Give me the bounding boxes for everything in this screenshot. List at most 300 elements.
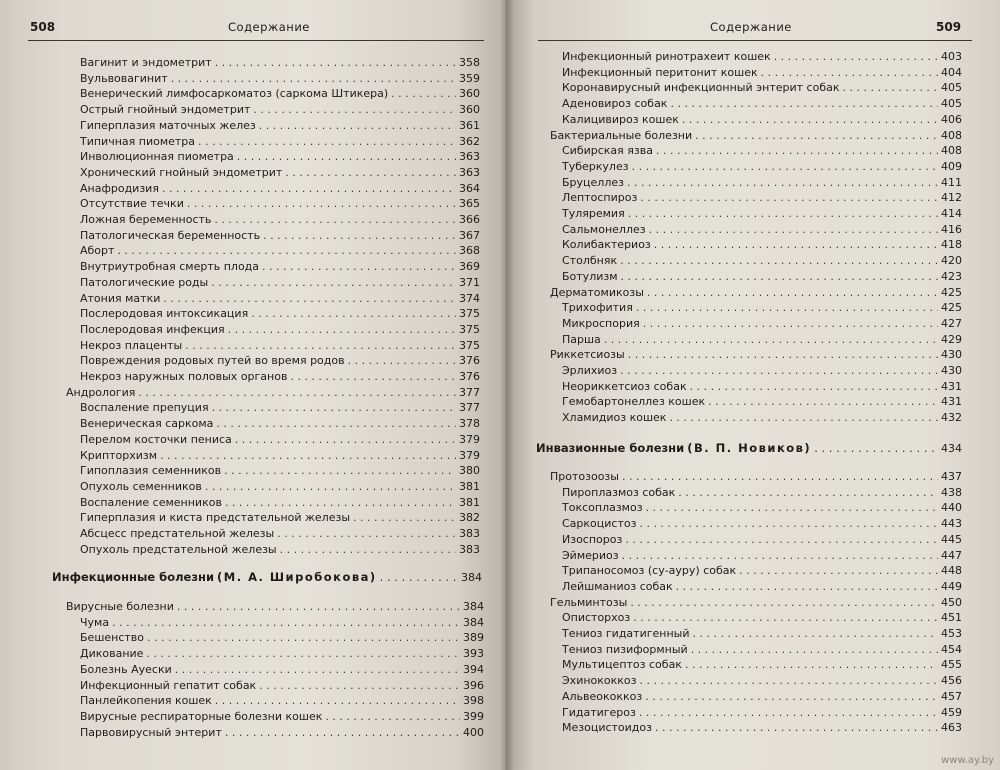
- toc-entry-title: Гемобартонеллез кошек: [562, 395, 706, 409]
- toc-entry-page: 358: [459, 56, 480, 69]
- dot-leader: [814, 441, 938, 455]
- toc-entry-title: Ботулизм: [562, 269, 618, 283]
- toc-entry: [80, 663, 484, 679]
- dot-leader: [225, 726, 460, 739]
- toc-entry: [80, 679, 484, 695]
- toc-entry-page: 376: [459, 354, 480, 368]
- dot-leader: [325, 710, 460, 723]
- toc-entry-title: Неориккетсиоз собак: [562, 379, 687, 393]
- toc-entry: [550, 348, 962, 364]
- dot-leader: [622, 470, 938, 483]
- toc-entry: [562, 517, 962, 533]
- right-page: [506, 0, 1000, 770]
- toc-entry-page: 375: [459, 338, 480, 352]
- toc-entry: [80, 213, 480, 229]
- toc-entry: [80, 433, 480, 449]
- toc-entry-title: Коронавирусный инфекционный энтерит собак: [562, 81, 840, 95]
- dot-leader: [708, 395, 938, 408]
- dot-leader: [639, 706, 938, 719]
- toc-entry-title: Послеродовая интоксикация: [80, 307, 249, 321]
- toc-entry: [80, 354, 480, 370]
- dot-leader: [177, 600, 460, 613]
- dot-leader: [621, 270, 938, 283]
- dot-leader: [654, 238, 938, 251]
- toc-entry: [80, 710, 484, 726]
- toc-entry-title: Типичная пиометра: [80, 134, 196, 148]
- toc-entry: [562, 364, 962, 380]
- toc-entry-page: 423: [941, 269, 962, 283]
- toc-entry: [80, 103, 480, 119]
- toc-entry-title: Патологические роды: [80, 275, 209, 289]
- toc-entry: [562, 254, 962, 270]
- toc-entry-title: Патологическая беременность: [80, 228, 261, 242]
- toc-entry-title: Пироплазмоз собак: [562, 485, 676, 499]
- toc-entry-title: Инфекционный перитонит кошек: [562, 65, 758, 79]
- dot-leader: [215, 56, 456, 69]
- toc-entry: [80, 401, 480, 417]
- toc-entry-page: 375: [459, 322, 480, 336]
- toc-entry-title: Андрология: [66, 385, 136, 399]
- toc-entry-title: Токсоплазмоз: [562, 501, 643, 515]
- toc-entry-page: 369: [459, 260, 480, 274]
- toc-entry-page: 405: [941, 81, 962, 95]
- toc-entry: [550, 129, 962, 145]
- toc-entry-page: 403: [941, 50, 962, 63]
- toc-entry: [562, 658, 962, 674]
- header-rule: [538, 40, 972, 41]
- toc-entry-page: 457: [941, 689, 962, 703]
- dot-leader: [175, 663, 460, 676]
- toc-entry-title: Мезоцистоидоз: [562, 721, 652, 735]
- toc-entry-page: 418: [941, 238, 962, 252]
- toc-section-heading: [52, 570, 482, 586]
- toc-entry-page: 375: [459, 307, 480, 321]
- toc-entry: [80, 135, 480, 151]
- dot-leader: [670, 97, 938, 110]
- toc-entry-page: 364: [459, 181, 480, 195]
- section-title: Инвазионные болезни: [536, 441, 685, 455]
- dot-leader: [645, 690, 938, 703]
- toc-entry-title: Гиперплазия и киста предстательной железы: [80, 511, 351, 525]
- toc-entry-page: 365: [459, 197, 480, 211]
- toc-entry-page: 425: [941, 285, 962, 299]
- dot-leader: [682, 113, 938, 126]
- toc-entry-page: 382: [459, 511, 480, 525]
- section-author: (М. А. Широбокова): [217, 570, 377, 584]
- toc-entry-page: 409: [941, 159, 962, 173]
- toc-entry-title: Микроспория: [562, 316, 640, 330]
- toc-entry-title: Дикование: [80, 647, 144, 661]
- toc-entry-title: Послеродовая инфекция: [80, 322, 225, 336]
- toc-entry-page: 379: [459, 432, 480, 446]
- dot-leader: [235, 433, 456, 446]
- toc-entry-page: 425: [941, 301, 962, 315]
- toc-entry-page: 431: [941, 379, 962, 393]
- toc-entry-page: 394: [463, 662, 484, 676]
- toc-entry-title: Саркоцистоз: [562, 517, 637, 531]
- dot-leader: [604, 333, 938, 346]
- toc-entry: [80, 150, 480, 166]
- toc-entry-title: Эймериоз: [562, 548, 619, 562]
- toc-entry-page: 438: [941, 485, 962, 499]
- dot-leader: [622, 549, 938, 562]
- toc-entry-title: Протозоозы: [550, 470, 619, 483]
- dot-leader: [117, 244, 456, 257]
- toc-entry-title: Хронический гнойный эндометрит: [80, 165, 283, 179]
- dot-leader: [761, 66, 938, 79]
- toc-entry-title: Инфекционный гепатит собак: [80, 678, 257, 692]
- toc-entry: [80, 616, 484, 632]
- toc-entry-page: 380: [459, 464, 480, 478]
- dot-leader: [171, 72, 456, 85]
- toc-entry-title: Аборт: [80, 244, 115, 258]
- dot-leader: [628, 348, 938, 361]
- toc-entry-title: Вирусные респираторные болезни кошек: [80, 709, 323, 723]
- toc-entry-title: Лептоспироз: [562, 191, 638, 205]
- toc-entry-title: Чума: [80, 615, 110, 629]
- dot-leader: [214, 213, 456, 226]
- toc-entry: [80, 197, 480, 213]
- toc-entry-title: Риккетсиозы: [550, 348, 625, 362]
- toc-entry-page: 408: [941, 144, 962, 158]
- toc-entry-title: Столбняк: [562, 254, 618, 268]
- toc-entry: [80, 496, 480, 512]
- toc-entry-title: Вульвовагинит: [80, 71, 168, 85]
- toc-entry-page: 396: [463, 678, 484, 692]
- toc-entry-title: Болезнь Ауески: [80, 662, 172, 676]
- toc-entry-title: Некроз наружных половых органов: [80, 370, 288, 383]
- toc-entry-title: Бактериальные болезни: [550, 128, 693, 142]
- dot-leader: [160, 449, 456, 462]
- toc-entry: [562, 501, 962, 517]
- dot-leader: [695, 129, 938, 142]
- toc-entry-page: 459: [941, 705, 962, 719]
- toc-entry-title: Повреждения родовых путей во время родов: [80, 354, 345, 368]
- page-number: 509: [936, 20, 962, 34]
- toc-entry: [562, 97, 962, 113]
- toc-entry-page: 360: [459, 87, 480, 101]
- toc-entry-title: Отсутствие течки: [80, 197, 184, 211]
- section-page: 434: [941, 442, 962, 455]
- toc-entry: [80, 87, 480, 103]
- book-spine-shadow: [500, 0, 514, 770]
- toc-entry: [80, 260, 480, 276]
- dot-leader: [639, 517, 938, 530]
- toc-entry: [80, 631, 484, 647]
- toc-entry-title: Хламидиоз кошек: [562, 411, 667, 425]
- toc-entry: [562, 690, 962, 706]
- toc-entry: [80, 543, 480, 559]
- toc-entry: [562, 223, 962, 239]
- toc-entry-page: 393: [463, 647, 484, 661]
- toc-entry: [562, 270, 962, 286]
- toc-entry-page: 430: [941, 364, 962, 377]
- toc-entry-title: Туляремия: [562, 207, 625, 220]
- dot-leader: [685, 658, 938, 671]
- dot-leader: [647, 286, 938, 299]
- toc-entry-title: Инволюционная пиометра: [80, 150, 234, 164]
- dot-leader: [251, 307, 456, 320]
- toc-entry: [562, 113, 962, 129]
- toc-entry: [80, 72, 480, 88]
- toc-entry-page: 377: [459, 401, 480, 415]
- dot-leader: [640, 674, 938, 687]
- toc-entry-page: 379: [459, 448, 480, 462]
- toc-entry-page: 377: [459, 385, 480, 399]
- toc-entry-page: 431: [941, 395, 962, 409]
- toc-entry: [80, 182, 480, 198]
- toc-entry: [80, 56, 480, 72]
- toc-entry: [562, 533, 962, 549]
- toc-entry-title: Туберкулез: [562, 159, 629, 173]
- toc-entry: [562, 411, 962, 427]
- dot-leader: [285, 166, 456, 179]
- toc-entry-page: 408: [941, 128, 962, 142]
- toc-entry-title: Парша: [562, 332, 601, 346]
- toc-entry-title: Колибактериоз: [562, 238, 651, 252]
- dot-leader: [640, 191, 938, 204]
- toc-entry: [80, 417, 480, 433]
- dot-leader: [691, 643, 938, 656]
- dot-leader: [280, 543, 456, 556]
- toc-entry-title: Альвеококкоз: [562, 689, 643, 703]
- dot-leader: [649, 223, 938, 236]
- page-number: 508: [30, 20, 56, 34]
- toc-entry-page: 399: [463, 709, 484, 723]
- toc-entry-title: Бруцеллез: [562, 175, 624, 189]
- dot-leader: [228, 323, 456, 336]
- toc-entry: [66, 600, 484, 616]
- toc-entry-page: 378: [459, 417, 480, 431]
- dot-leader: [678, 486, 938, 499]
- toc-entry-title: Изоспороз: [562, 532, 623, 546]
- toc-entry: [562, 549, 962, 565]
- toc-entry-page: 456: [941, 674, 962, 688]
- toc-entry-title: Гельминтозы: [550, 595, 628, 609]
- toc-entry: [562, 176, 962, 192]
- toc-entry-page: 400: [463, 725, 484, 739]
- dot-leader: [277, 527, 456, 540]
- toc-entry-title: Дерматомикозы: [550, 285, 644, 299]
- toc-entry-page: 363: [459, 165, 480, 179]
- toc-entry-title: Тениоз гидатигенный: [562, 627, 690, 640]
- toc-entry: [562, 333, 962, 349]
- dot-leader: [656, 144, 938, 157]
- dot-leader: [628, 207, 938, 220]
- toc-entry: [550, 286, 962, 302]
- dot-leader: [225, 496, 456, 509]
- dot-leader: [348, 354, 456, 367]
- toc-entry-page: 366: [459, 213, 480, 226]
- toc-entry-page: 463: [941, 721, 962, 735]
- toc-entry-page: 451: [941, 611, 962, 625]
- toc-entry-title: Венерический лимфосаркоматоз (саркома Штикера): [80, 87, 389, 101]
- toc-entry: [80, 726, 484, 742]
- dot-leader: [625, 533, 938, 546]
- toc-entry: [562, 721, 962, 737]
- toc-entry-title: Атония матки: [80, 291, 161, 305]
- dot-leader: [630, 596, 938, 609]
- toc-entry-page: 367: [459, 228, 480, 242]
- toc-entry-page: 376: [459, 370, 480, 383]
- toc-entry-page: 453: [941, 627, 962, 640]
- toc-entry-page: 450: [941, 595, 962, 609]
- toc-section-heading: [536, 441, 962, 457]
- toc-entry: [80, 166, 480, 182]
- toc-entry-page: 414: [941, 207, 962, 220]
- toc-entry-title: Некроз плаценты: [80, 338, 183, 352]
- toc-entry-title: Аденовироз собак: [562, 97, 668, 111]
- toc-entry-page: 443: [941, 517, 962, 531]
- dot-leader: [211, 276, 456, 289]
- toc-entry-title: Инфекционный ринотрахеит кошек: [562, 50, 771, 63]
- toc-entry-title: Воспаление семенников: [80, 495, 222, 509]
- toc-entry-page: 360: [459, 103, 480, 117]
- dot-leader: [693, 627, 939, 640]
- toc-entry-title: Сальмонеллез: [562, 222, 646, 236]
- toc-entry: [562, 301, 962, 317]
- dot-leader: [215, 694, 460, 707]
- toc-entry: [562, 160, 962, 176]
- toc-entry-title: Парвовирусный энтерит: [80, 725, 222, 739]
- toc-entry: [562, 81, 962, 97]
- toc-entry-title: Сибирская язва: [562, 144, 653, 158]
- dot-leader: [198, 135, 456, 148]
- toc-entry-page: 448: [941, 564, 962, 578]
- dot-leader: [643, 317, 938, 330]
- toc-entry-page: 374: [459, 291, 480, 305]
- section-title: Инфекционные болезни: [52, 570, 214, 584]
- running-title: Содержание: [228, 20, 310, 34]
- toc-entry-title: Воспаление препуция: [80, 401, 209, 415]
- toc-entry-page: 381: [459, 495, 480, 509]
- toc-entry-title: Венерическая саркома: [80, 417, 214, 431]
- toc-entry-page: 437: [941, 470, 962, 483]
- dot-leader: [690, 380, 938, 393]
- toc-entry-page: 368: [459, 244, 480, 258]
- toc-entry-page: 416: [941, 222, 962, 236]
- toc-entry-title: Гипоплазия семенников: [80, 464, 222, 478]
- toc-entry: [562, 674, 962, 690]
- toc-entry-title: Эрлихиоз: [562, 364, 618, 377]
- toc-entry-title: Крипторхизм: [80, 448, 158, 462]
- dot-leader: [632, 160, 938, 173]
- toc-entry-page: 383: [459, 527, 480, 540]
- toc-entry: [562, 580, 962, 596]
- toc-entry: [80, 339, 480, 355]
- toc-entry-page: 429: [941, 332, 962, 346]
- toc-entry: [562, 380, 962, 396]
- dot-leader: [843, 81, 938, 94]
- toc-entry-title: Гиперплазия маточных желез: [80, 118, 256, 132]
- toc-entry-title: Опухоль семенников: [80, 479, 202, 493]
- dot-leader: [205, 480, 456, 493]
- toc-entry-page: 361: [459, 118, 480, 132]
- toc-entry: [80, 370, 480, 386]
- toc-entry-page: 449: [941, 579, 962, 593]
- toc-entry-page: 381: [459, 479, 480, 493]
- toc-entry-page: 398: [463, 694, 484, 708]
- toc-entry-title: Описторхоз: [562, 611, 631, 625]
- dot-leader: [646, 501, 938, 514]
- dot-leader: [620, 364, 938, 377]
- toc-entry-title: Анафродизия: [80, 181, 159, 195]
- dot-leader: [163, 292, 456, 305]
- running-title: Содержание: [710, 20, 792, 34]
- toc-entry-page: 363: [459, 150, 480, 164]
- toc-entry: [562, 207, 962, 223]
- toc-entry: [80, 244, 480, 260]
- toc-entry: [80, 119, 480, 135]
- toc-entry-page: 411: [941, 175, 962, 189]
- dot-leader: [212, 401, 456, 414]
- toc-entry-title: Вирусные болезни: [66, 600, 174, 613]
- toc-entry-title: Мультицептоз собак: [562, 658, 682, 672]
- dot-leader: [353, 511, 456, 524]
- dot-leader: [146, 647, 460, 660]
- toc-entry: [562, 238, 962, 254]
- toc-entry: [562, 50, 962, 66]
- watermark: www.ay.by: [941, 755, 994, 766]
- toc-entry-page: 432: [941, 411, 962, 425]
- toc-entry-page: 427: [941, 316, 962, 330]
- toc-entry-page: 455: [941, 658, 962, 672]
- dot-leader: [620, 254, 938, 267]
- toc-entry: [550, 470, 962, 486]
- toc-entry-title: Острый гнойный эндометрит: [80, 103, 251, 117]
- toc-entry: [562, 706, 962, 722]
- toc-entry-page: 454: [941, 642, 962, 656]
- dot-leader: [224, 464, 456, 477]
- toc-entry: [562, 643, 962, 659]
- header-rule: [28, 40, 484, 41]
- toc-entry-page: 404: [941, 65, 962, 79]
- dot-leader: [162, 182, 456, 195]
- dot-leader: [259, 119, 456, 132]
- toc-entry-title: Тениоз пизиформный: [562, 642, 688, 656]
- dot-leader: [739, 564, 938, 577]
- toc-entry-title: Панлейкопения кошек: [80, 694, 212, 708]
- toc-entry-page: 389: [463, 631, 484, 645]
- toc-entry: [562, 564, 962, 580]
- toc-entry: [80, 511, 480, 527]
- toc-entry: [80, 527, 480, 543]
- dot-leader: [774, 50, 938, 63]
- dot-leader: [262, 260, 456, 273]
- dot-leader: [380, 570, 458, 584]
- toc-entry-title: Абсцесс предстательной железы: [80, 527, 275, 540]
- toc-entry-page: 405: [941, 97, 962, 111]
- toc-entry: [550, 596, 962, 612]
- dot-leader: [290, 370, 456, 383]
- toc-entry-title: Гидатигероз: [562, 705, 636, 719]
- toc-entry-page: 383: [459, 542, 480, 556]
- toc-entry-title: Трипаносомоз (су-ауру) собак: [562, 564, 737, 578]
- toc-entry-page: 420: [941, 254, 962, 268]
- toc-entry: [80, 449, 480, 465]
- toc-entry-page: 384: [463, 615, 484, 629]
- toc-entry: [80, 307, 480, 323]
- toc-entry-title: Бешенство: [80, 631, 145, 645]
- toc-entry: [80, 292, 480, 308]
- toc-entry: [80, 464, 480, 480]
- dot-leader: [259, 679, 460, 692]
- toc-entry-title: Вагинит и эндометрит: [80, 56, 212, 69]
- toc-entry: [562, 144, 962, 160]
- toc-entry-page: 406: [941, 112, 962, 126]
- dot-leader: [147, 631, 460, 644]
- dot-leader: [138, 386, 456, 399]
